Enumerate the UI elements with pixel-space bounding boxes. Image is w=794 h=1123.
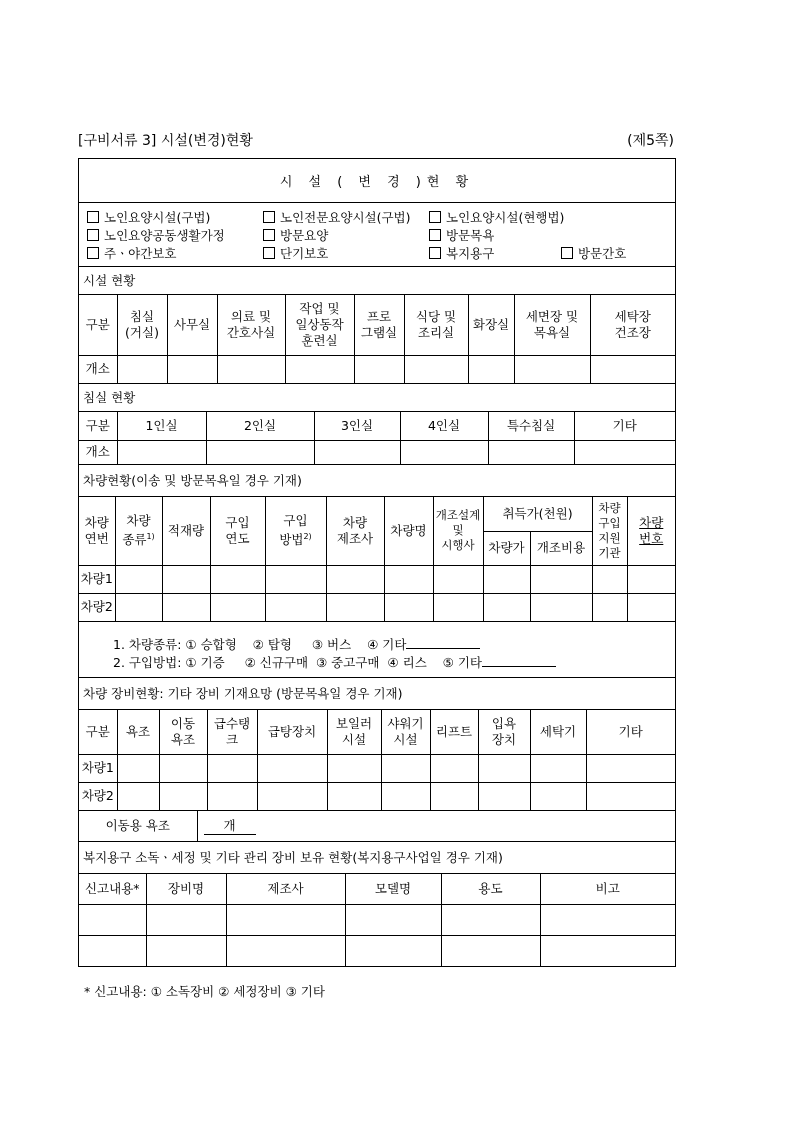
input-cell[interactable] [627, 593, 675, 621]
note-purchase-method: 2. 구입방법: ① 기증 ② 신규구매 ③ 중고구매 ④ 리스 ⑤ 기타 [113, 653, 556, 671]
header-cell: 차량가 [483, 531, 530, 565]
header-cell: 침실 (거실) [117, 295, 167, 355]
input-cell[interactable] [483, 593, 530, 621]
input-cell[interactable] [384, 565, 433, 593]
input-cell[interactable] [530, 754, 586, 782]
header-cell: 취득가(천원) [483, 497, 592, 531]
input-cell[interactable] [433, 565, 483, 593]
input-cell[interactable] [115, 565, 162, 593]
equipment-status-table [79, 710, 675, 811]
input-cell[interactable] [354, 355, 404, 383]
input-cell[interactable] [627, 565, 675, 593]
input-cell[interactable] [162, 593, 210, 621]
input-cell[interactable] [540, 904, 675, 935]
input-cell[interactable] [574, 440, 675, 464]
header-cell: 사무실 [167, 295, 217, 355]
facility-type-option[interactable]: 방문목욕 [429, 226, 494, 244]
input-cell[interactable] [441, 935, 540, 966]
table-header-row [79, 874, 675, 904]
checkbox-icon[interactable] [429, 211, 441, 223]
input-cell[interactable] [326, 565, 384, 593]
header-cell: 욕조 [117, 710, 159, 754]
header-cell: 1인실 [117, 412, 206, 440]
facility-status-table [79, 295, 675, 384]
table-row [79, 593, 675, 621]
input-cell[interactable] [430, 782, 478, 810]
header-cell: 모델명 [345, 874, 441, 904]
input-cell[interactable] [207, 754, 257, 782]
facility-type-option[interactable]: 노인전문요양시설(구법) [263, 208, 411, 226]
header-cell: 급수탱 크 [207, 710, 257, 754]
header-cell: 제조사 [226, 874, 345, 904]
row-label: 차량1 [79, 754, 117, 782]
checkbox-icon[interactable] [429, 247, 441, 259]
header-cell: 4인실 [400, 412, 488, 440]
header-cell: 이동 욕조 [159, 710, 207, 754]
table-header-row [79, 412, 675, 440]
header-cell: 차량 구입 지원 기관 [592, 497, 627, 565]
facility-type-checklist [79, 203, 675, 267]
input-cell[interactable] [210, 565, 265, 593]
header-cell: 기타 [586, 710, 675, 754]
input-cell[interactable] [483, 565, 530, 593]
footnote: * 신고내용: ① 소독장비 ② 세정장비 ③ 기타 [84, 984, 325, 999]
facility-status-label: 시설 현황 [79, 267, 675, 295]
input-cell[interactable] [327, 782, 381, 810]
header-cell: 세면장 및 목욕실 [514, 295, 590, 355]
other-blank[interactable] [406, 636, 480, 649]
header-cell: 신고내용* [79, 874, 146, 904]
header-cell: 구분 [79, 710, 117, 754]
header-cell: 기타 [574, 412, 675, 440]
input-cell[interactable] [586, 754, 675, 782]
table-header-row [79, 295, 675, 355]
checkbox-icon[interactable] [263, 211, 275, 223]
header-cell: 차량명 [384, 497, 433, 565]
equipment-status-label: 차량 장비현황: 기타 장비 기재요망 (방문목욕일 경우 기재) [79, 678, 675, 710]
input-cell[interactable] [345, 935, 441, 966]
header-cell: 적재량 [162, 497, 210, 565]
input-cell[interactable] [514, 355, 590, 383]
input-cell[interactable] [159, 782, 207, 810]
input-cell[interactable] [117, 440, 206, 464]
vehicle-status-label: 차량현황(이송 및 방문목욕일 경우 기재) [79, 465, 675, 497]
input-cell[interactable] [257, 782, 327, 810]
facility-form [78, 158, 676, 967]
table-row [79, 904, 675, 935]
checkbox-icon[interactable] [263, 247, 275, 259]
input-cell[interactable] [441, 904, 540, 935]
input-cell[interactable] [381, 782, 430, 810]
checkbox-icon[interactable] [87, 211, 99, 223]
header-cell: 비고 [540, 874, 675, 904]
input-cell[interactable] [327, 754, 381, 782]
header-cell: 식당 및 조리실 [404, 295, 468, 355]
page-number: (제5쪽) [627, 133, 674, 149]
header-cell: 장비명 [146, 874, 226, 904]
input-cell[interactable] [314, 440, 400, 464]
row-label: 개소 [79, 440, 117, 464]
input-cell[interactable] [117, 782, 159, 810]
form-title: 시 설 ( 변 경 )현 황 [79, 159, 675, 203]
header-cell: 개조비용 [530, 531, 592, 565]
input-cell[interactable] [159, 754, 207, 782]
input-cell[interactable] [285, 355, 354, 383]
input-cell[interactable] [326, 593, 384, 621]
table-row [79, 782, 675, 810]
header-cell: 프로 그램실 [354, 295, 404, 355]
input-cell[interactable] [404, 355, 468, 383]
header-cell: 의료 및 간호사실 [217, 295, 285, 355]
input-cell[interactable] [384, 593, 433, 621]
table-row [79, 935, 675, 966]
facility-type-option[interactable]: 노인요양시설(구법) [87, 208, 210, 226]
checkbox-icon[interactable] [87, 229, 99, 241]
row-label: 차량2 [79, 782, 117, 810]
header-cell: 구입 방법$^{2)}$ [265, 497, 326, 565]
input-cell[interactable] [590, 355, 675, 383]
header-cell: 차량 연번 [79, 497, 115, 565]
room-status-table [79, 412, 675, 465]
input-cell[interactable] [345, 904, 441, 935]
input-cell[interactable] [265, 593, 326, 621]
facility-type-option[interactable]: 방문간호 [561, 244, 626, 262]
header-cell: 작업 및 일상동작 훈련실 [285, 295, 354, 355]
input-cell[interactable] [146, 904, 226, 935]
input-cell[interactable] [530, 782, 586, 810]
vehicle-status-table [79, 497, 675, 622]
mobile-bath-row [79, 811, 675, 842]
table-row [79, 440, 675, 464]
header-cell: 입욕 장치 [478, 710, 530, 754]
input-cell[interactable] [226, 904, 345, 935]
input-cell[interactable] [592, 593, 627, 621]
input-cell[interactable] [592, 565, 627, 593]
header-cell: 화장실 [468, 295, 514, 355]
input-cell[interactable] [162, 565, 210, 593]
header-cell: 리프트 [430, 710, 478, 754]
input-cell[interactable] [530, 593, 592, 621]
table-row [79, 754, 675, 782]
checkbox-icon[interactable] [87, 247, 99, 259]
input-cell[interactable] [257, 754, 327, 782]
header-cell: 특수침실 [488, 412, 574, 440]
input-cell[interactable] [79, 935, 146, 966]
checkbox-icon[interactable] [263, 229, 275, 241]
checkbox-icon[interactable] [429, 229, 441, 241]
input-cell[interactable] [207, 782, 257, 810]
input-cell[interactable] [478, 782, 530, 810]
table-header-row [79, 710, 675, 754]
input-cell[interactable] [265, 565, 326, 593]
facility-type-option[interactable]: 단기보호 [263, 244, 328, 262]
header-cell: 샤워기 시설 [381, 710, 430, 754]
page-header [78, 130, 674, 150]
form-reference: [구비서류 3] 시설(변경)현황 [78, 133, 253, 149]
input-cell[interactable] [79, 904, 146, 935]
input-cell[interactable] [586, 782, 675, 810]
facility-type-option[interactable]: 방문요양 [263, 226, 328, 244]
mobile-bath-label: 이동용 욕조 [79, 811, 197, 841]
facility-type-option[interactable]: 노인요양시설(현행법) [429, 208, 564, 226]
other-blank[interactable] [482, 654, 556, 667]
header-cell: 보일러 시설 [327, 710, 381, 754]
input-cell[interactable] [210, 593, 265, 621]
header-cell: 구분 [79, 295, 117, 355]
room-status-label: 침실 현황 [79, 384, 675, 412]
header-cell: 3인실 [314, 412, 400, 440]
facility-type-option[interactable]: 노인요양공동생활가정 [87, 226, 225, 244]
input-cell[interactable] [400, 440, 488, 464]
welfare-equipment-table [79, 874, 675, 966]
input-cell[interactable] [146, 935, 226, 966]
table-row [79, 355, 675, 383]
row-label: 차량1 [79, 565, 115, 593]
welfare-equipment-label: 복지용구 소독ㆍ세정 및 기타 관리 장비 보유 현황(복지용구사업일 경우 기재) [79, 842, 675, 874]
mobile-bath-count[interactable]: 개 [197, 811, 675, 841]
input-cell[interactable] [540, 935, 675, 966]
note-vehicle-type: 1. 차량종류: ① 승합형 ② 탑형 ③ 버스 ④ 기타 [113, 635, 480, 653]
header-cell: 용도 [441, 874, 540, 904]
input-cell[interactable] [488, 440, 574, 464]
checkbox-icon[interactable] [561, 247, 573, 259]
input-cell[interactable] [167, 355, 217, 383]
header-cell: 차량 종류$^{1)}$ [115, 497, 162, 565]
input-cell[interactable] [433, 593, 483, 621]
table-row [79, 565, 675, 593]
header-cell: 구입 연도 [210, 497, 265, 565]
input-cell[interactable] [468, 355, 514, 383]
input-cell[interactable] [530, 565, 592, 593]
header-cell: 2인실 [206, 412, 314, 440]
row-label: 개소 [79, 355, 117, 383]
table-header-row [79, 497, 675, 531]
header-cell: 구분 [79, 412, 117, 440]
input-cell[interactable] [117, 355, 167, 383]
input-cell[interactable] [226, 935, 345, 966]
row-label: 차량2 [79, 593, 115, 621]
header-cell: 차량 제조사 [326, 497, 384, 565]
header-cell: 차량 번호 [627, 497, 675, 565]
header-cell: 세탁기 [530, 710, 586, 754]
header-cell: 개조설계 및 시행사 [433, 497, 483, 565]
input-cell[interactable] [206, 440, 314, 464]
input-cell[interactable] [430, 754, 478, 782]
vehicle-notes [79, 622, 675, 678]
input-cell[interactable] [115, 593, 162, 621]
input-cell[interactable] [117, 754, 159, 782]
header-cell: 급탕장치 [257, 710, 327, 754]
facility-type-option[interactable]: 복지용구 [429, 244, 494, 262]
header-cell: 세탁장 건조장 [590, 295, 675, 355]
input-cell[interactable] [217, 355, 285, 383]
input-cell[interactable] [478, 754, 530, 782]
input-cell[interactable] [381, 754, 430, 782]
facility-type-option[interactable]: 주ㆍ야간보호 [87, 244, 176, 262]
